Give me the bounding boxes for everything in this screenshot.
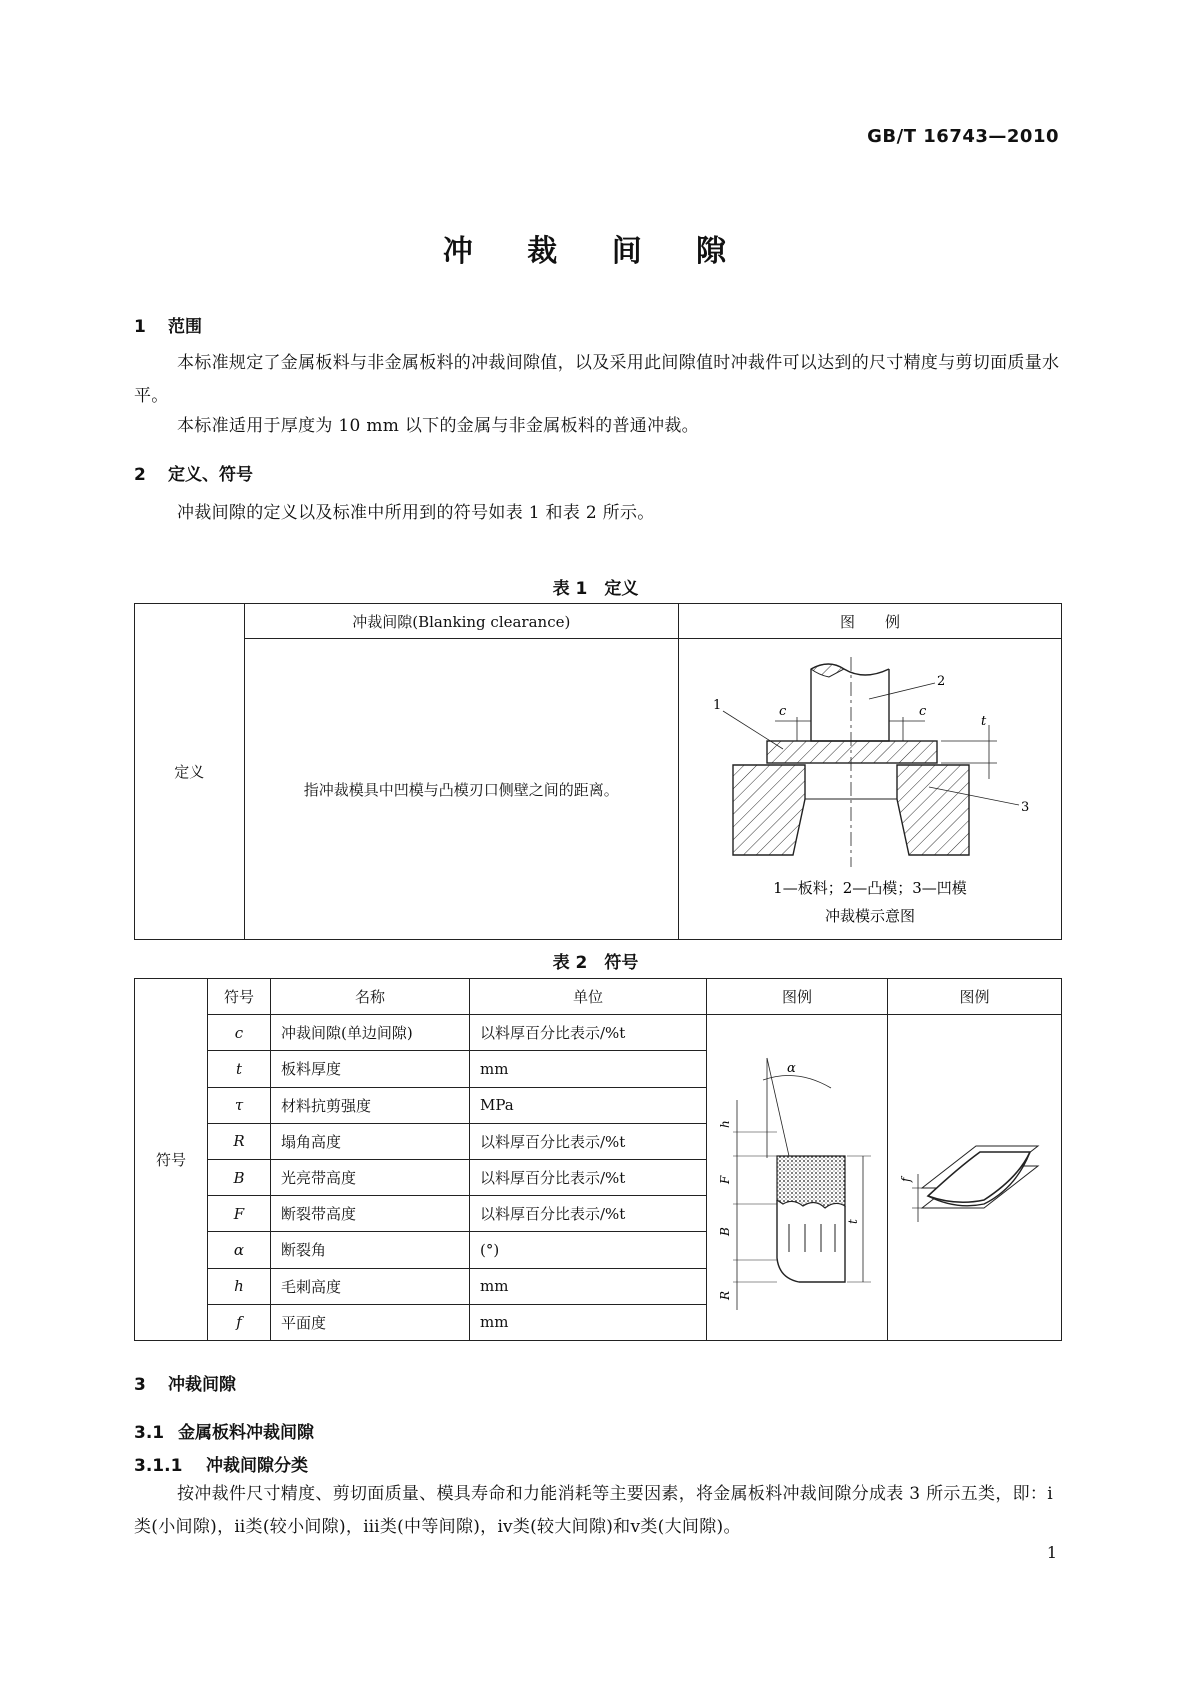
table-2-row-label: 符号 <box>135 979 208 1341</box>
name-cell: 断裂带高度 <box>271 1196 470 1232</box>
table-1-header-figure: 图 例 <box>679 604 1062 639</box>
clearance-label-left: c <box>779 704 787 719</box>
symbol-cell: R <box>208 1123 271 1159</box>
table-1-figure-cell <box>679 639 1062 940</box>
section-2-paragraph-1: 冲裁间隙的定义以及标准中所用到的符号如表 1 和表 2 所示。 <box>177 503 655 523</box>
table-2-figure-2 <box>888 1015 1062 1341</box>
burr-label: h <box>718 1119 732 1128</box>
table-2-header: 符号 <box>208 979 271 1015</box>
symbol-cell: B <box>208 1159 271 1195</box>
name-cell: 毛刺高度 <box>271 1268 470 1304</box>
section-3-1-1-paragraph: 按冲裁件尺寸精度、剪切面质量、模具寿命和力能消耗等主要因素，将金属板料冲裁间隙分成表 3 所示五类，即：ⅰ类(小间隙)，ⅱ类(较小间隙)，ⅲ类(中等间隙)，ⅳ类(较大间隙)和ⅴ类(大间隙)。 <box>134 1484 1053 1537</box>
unit-cell: mm <box>470 1268 707 1304</box>
name-cell: 板料厚度 <box>271 1051 470 1087</box>
table-1-definition: 指冲裁模具中凹模与凸模刃口侧壁之间的距离。 <box>244 639 678 940</box>
table-2-caption: 表 2 符号 <box>552 953 639 973</box>
definition-table <box>134 603 1062 940</box>
flatness-diagram <box>888 1028 1058 1328</box>
section-number: 3.1 <box>134 1423 165 1443</box>
symbol-cell: t <box>208 1051 271 1087</box>
thickness-label: t <box>846 1218 860 1224</box>
angle-label: α <box>787 1060 796 1076</box>
clearance-label-right: c <box>919 704 927 719</box>
symbol-cell: h <box>208 1268 271 1304</box>
label-punch: 2 <box>937 674 946 689</box>
thickness-label: t <box>981 714 987 729</box>
unit-cell: 以料厚百分比表示/%t <box>470 1159 707 1195</box>
burnish-label: B <box>718 1226 732 1236</box>
figure-legend: 1—板料；2—凸模；3—凹模 <box>773 879 967 897</box>
name-cell: 断裂角 <box>271 1232 470 1268</box>
table-row <box>135 1015 1062 1051</box>
symbol-cell: f <box>208 1304 271 1340</box>
section-1-heading <box>134 312 202 337</box>
section-1-paragraph-2: 本标准适用于厚度为 10 mm 以下的金属与非金属板料的普通冲裁。 <box>177 416 699 436</box>
unit-cell: mm <box>470 1304 707 1340</box>
blanking-die-diagram <box>679 639 1061 939</box>
table-1-row-label: 定义 <box>135 604 245 940</box>
name-cell: 光亮带高度 <box>271 1159 470 1195</box>
section-title: 金属板料冲裁间隙 <box>178 1423 314 1443</box>
section-1-paragraph-1: 本标准规定了金属板料与非金属板料的冲裁间隙值，以及采用此间隙值时冲裁件可以达到的尺寸精度与剪切面质量水平。 <box>134 353 1060 406</box>
section-number: 3.1.1 <box>134 1456 183 1476</box>
symbol-cell: α <box>208 1232 271 1268</box>
section-title: 定义、符号 <box>168 465 253 485</box>
section-3-heading <box>134 1370 236 1395</box>
section-title: 冲裁间隙分类 <box>206 1456 308 1476</box>
label-die: 3 <box>1021 800 1030 815</box>
label-sheet: 1 <box>713 698 722 713</box>
unit-cell: 以料厚百分比表示/%t <box>470 1015 707 1051</box>
shear-surface-profile-diagram <box>707 1028 887 1328</box>
section-number: 1 <box>134 317 146 337</box>
standard-number: GB/T 16743—2010 <box>867 126 1059 147</box>
name-cell: 平面度 <box>271 1304 470 1340</box>
section-3-1-1-heading <box>134 1451 308 1476</box>
figure-caption: 冲裁模示意图 <box>824 907 916 925</box>
section-number: 2 <box>134 465 146 485</box>
table-2-header: 名称 <box>271 979 470 1015</box>
table-2-header: 图例 <box>888 979 1062 1015</box>
flatness-label: f <box>899 1177 913 1182</box>
table-2-header: 图例 <box>707 979 888 1015</box>
symbol-cell: c <box>208 1015 271 1051</box>
symbol-cell: F <box>208 1196 271 1232</box>
unit-cell: 以料厚百分比表示/%t <box>470 1123 707 1159</box>
section-2-heading <box>134 460 253 485</box>
page-number: 1 <box>1046 1543 1057 1562</box>
unit-cell: (°) <box>470 1232 707 1268</box>
unit-cell: 以料厚百分比表示/%t <box>470 1196 707 1232</box>
name-cell: 塌角高度 <box>271 1123 470 1159</box>
unit-cell: mm <box>470 1051 707 1087</box>
table-1-caption: 表 1 定义 <box>552 579 639 599</box>
section-number: 3 <box>134 1375 146 1395</box>
table-2-figure-1 <box>707 1015 888 1341</box>
table-2-header: 单位 <box>470 979 707 1015</box>
name-cell: 材料抗剪强度 <box>271 1087 470 1123</box>
unit-cell: MPa <box>470 1087 707 1123</box>
symbol-cell: τ <box>208 1087 271 1123</box>
rollover-label: R <box>718 1290 732 1300</box>
section-title: 冲裁间隙 <box>168 1375 236 1395</box>
symbol-table <box>134 978 1062 1341</box>
section-3-1-heading <box>134 1418 314 1443</box>
section-title: 范围 <box>168 317 202 337</box>
fracture-label: F <box>718 1175 732 1184</box>
document-title: 冲 裁 间 隙 <box>442 234 749 269</box>
table-1-header-term: 冲裁间隙(Blanking clearance) <box>244 604 678 639</box>
name-cell: 冲裁间隙(单边间隙) <box>271 1015 470 1051</box>
